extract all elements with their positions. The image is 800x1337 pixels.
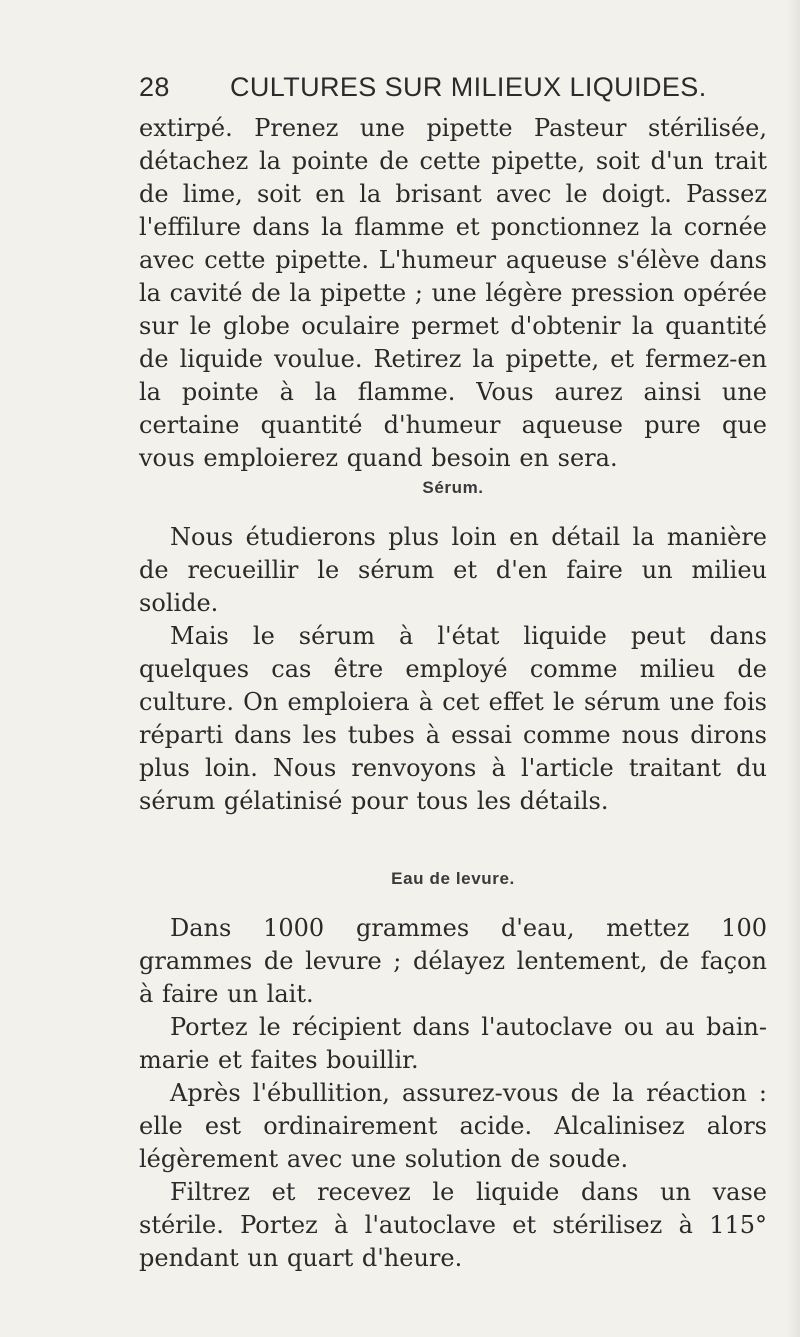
section-title-eau-de-levure: Eau de levure. [391,869,515,888]
page-header [139,72,759,112]
levure-paragraph-2: Portez le récipient dans l'autoclave ou au bain-marie et faites bouillir. [139,1013,767,1074]
section-title-serum: Sérum. [422,478,484,497]
serum-text-block [139,521,767,818]
serum-paragraph-1: Nous étudierons plus loin en détail la manière de recueillir le sérum et d'en faire un milieu solide. [139,523,767,617]
levure-paragraph-4: Filtrez et recevez le liquide dans un vase stérile. Portez à l'autoclave et stérilisez à 115° pendant un quart d'heure. [139,1178,767,1272]
serum-paragraph-2: Mais le sérum à l'état liquide peut dans quelques cas être employé comme milieu de culture. On emploiera à cet effet le sérum une fois réparti dans les tubes à essai comme nous dirons plus loin. Nous renvoyons à l'article traitant du sérum gélatinisé pour tous les détails. [139,622,767,815]
intro-paragraph: extirpé. Prenez une pipette Pasteur stérilisée, détachez la pointe de cette pipette, soit d'un trait de lime, soit en la brisant avec le doigt. Passez l'effilure dans la flamme et ponctionnez la cornée avec cette pipette. L'humeur aqueuse s'élève dans la cavité de la pipette ; une légère pression opérée sur le globe oculaire permet d'obtenir la quantité de liquide voulue. Retirez la pipette, et fermez-en la pointe à la flamme. Vous aurez ainsi une certaine quantité d'humeur aqueuse pure que vous emploierez quand besoin en sera. [139,114,767,472]
page-edge-shadow [786,0,800,1337]
levure-paragraph-3: Après l'ébullition, assurez-vous de la réaction : elle est ordinairement acide. Alcalinisez alors légèrement avec une solution de soude. [139,1079,767,1173]
page-number: 28 [139,72,170,102]
levure-paragraph-1: Dans 1000 grammes d'eau, mettez 100 grammes de levure ; délayez lentement, de façon à faire un lait. [139,914,767,1008]
levure-text-block [139,912,767,1275]
intro-text-block [139,112,767,475]
running-title: CULTURES SUR MILIEUX LIQUIDES. [230,72,707,102]
